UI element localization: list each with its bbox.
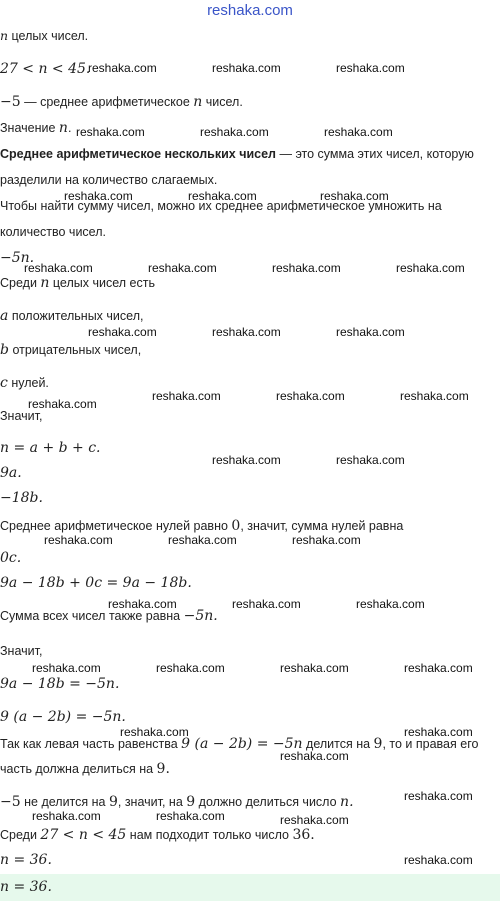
text-span: чисел. bbox=[202, 95, 243, 109]
watermark-text: reshaka.com bbox=[336, 61, 405, 75]
watermark-text: reshaka.com bbox=[212, 61, 281, 75]
math-line: 0c. bbox=[0, 550, 22, 566]
text-line bbox=[0, 342, 141, 358]
text-line bbox=[0, 761, 170, 777]
text-span: нам подходит только число bbox=[126, 828, 293, 842]
watermark-text: reshaka.com bbox=[276, 389, 345, 403]
watermark-text: reshaka.com bbox=[32, 661, 101, 675]
watermark-text: reshaka.com bbox=[148, 261, 217, 275]
watermark-text: reshaka.com bbox=[76, 125, 145, 139]
watermark-text: reshaka.com bbox=[280, 813, 349, 827]
text-line: Значит, bbox=[0, 644, 43, 658]
text-span: должно делиться число bbox=[195, 795, 341, 809]
text-span: — среднее арифметическое bbox=[20, 95, 194, 109]
math-var: c bbox=[0, 375, 8, 391]
math-expr: 9 bbox=[186, 794, 196, 810]
watermark-text: reshaka.com bbox=[280, 661, 349, 675]
watermark-text: reshaka.com bbox=[44, 533, 113, 547]
text-line: количество чисел. bbox=[0, 225, 106, 239]
watermark-text: reshaka.com bbox=[120, 725, 189, 739]
text-span: — это сумма этих чисел, которую bbox=[276, 147, 474, 161]
text-span: целых чисел есть bbox=[49, 276, 155, 290]
text-line bbox=[0, 28, 88, 44]
math-expr: 9 (a − 2b) = −5n bbox=[181, 736, 303, 752]
watermark-text: reshaka.com bbox=[168, 533, 237, 547]
text-span: Среди bbox=[0, 828, 41, 842]
math-var: n bbox=[193, 94, 203, 110]
math-expr: 9 bbox=[373, 736, 383, 752]
watermark-text: reshaka.com bbox=[188, 189, 257, 203]
math-var: n bbox=[40, 275, 50, 291]
watermark-text: reshaka.com bbox=[212, 325, 281, 339]
text-span: , значит, на bbox=[117, 795, 187, 809]
math-var: b bbox=[0, 342, 9, 358]
math-line: n = 36. bbox=[0, 852, 52, 868]
text-line bbox=[0, 375, 49, 391]
math-expr: 9 bbox=[108, 794, 118, 810]
text-span: , значит, сумма нулей равна bbox=[240, 519, 404, 533]
math-line: −5n. bbox=[0, 250, 35, 266]
text-span: не делится на bbox=[20, 795, 109, 809]
watermark-text: reshaka.com bbox=[156, 661, 225, 675]
text-span: положительных чисел, bbox=[8, 309, 144, 323]
site-link[interactable]: reshaka.com bbox=[207, 2, 293, 19]
watermark-text: reshaka.com bbox=[404, 725, 473, 739]
watermark-text: reshaka.com bbox=[108, 597, 177, 611]
math-var: n bbox=[58, 120, 68, 136]
watermark-text: reshaka.com bbox=[404, 853, 473, 867]
math-line: 9a. bbox=[0, 465, 22, 481]
math-expr: −5n. bbox=[183, 608, 218, 624]
text-line bbox=[0, 794, 354, 810]
text-span: Так как левая часть равенства bbox=[0, 737, 182, 751]
math-expr: 36. bbox=[292, 827, 315, 843]
watermark-text: reshaka.com bbox=[336, 453, 405, 467]
text-span: целых чисел. bbox=[8, 29, 89, 43]
watermark-text: reshaka.com bbox=[88, 325, 157, 339]
math-expr: 27 < n < 45 bbox=[40, 827, 127, 843]
text-span: часть должна делиться на bbox=[0, 762, 157, 776]
definition-line bbox=[0, 146, 474, 162]
text-line bbox=[0, 94, 243, 110]
watermark-text: reshaka.com bbox=[212, 453, 281, 467]
watermark-text: reshaka.com bbox=[28, 397, 97, 411]
text-line bbox=[0, 120, 71, 136]
text-span: Сумма всех чисел также равна bbox=[0, 609, 184, 623]
text-span: Среди bbox=[0, 276, 41, 290]
watermark-text: reshaka.com bbox=[324, 125, 393, 139]
math-expr: 9. bbox=[156, 761, 170, 777]
math-var: n. bbox=[340, 794, 354, 810]
watermark-text: reshaka.com bbox=[396, 261, 465, 275]
text-line bbox=[0, 308, 143, 324]
text-line: Чтобы найти сумму чисел, можно их среднее арифметическое умножить на bbox=[0, 199, 442, 213]
watermark-text: reshaka.com bbox=[400, 389, 469, 403]
text-line bbox=[0, 275, 155, 291]
watermark-text: reshaka.com bbox=[200, 125, 269, 139]
text-span: Среднее арифметическое нулей равно bbox=[0, 519, 232, 533]
watermark-text: reshaka.com bbox=[404, 789, 473, 803]
watermark-text: reshaka.com bbox=[88, 61, 157, 75]
watermark-text: reshaka.com bbox=[152, 389, 221, 403]
math-line: 9a − 18b + 0c = 9a − 18b. bbox=[0, 575, 192, 591]
math-var: a bbox=[0, 308, 9, 324]
watermark-text: reshaka.com bbox=[24, 261, 93, 275]
math-line: −18b. bbox=[0, 490, 43, 506]
math-expr: 0 bbox=[231, 518, 241, 534]
watermark-text: reshaka.com bbox=[320, 189, 389, 203]
math-line: 9a − 18b = −5n. bbox=[0, 676, 120, 692]
text-span: , то и правая его bbox=[382, 737, 479, 751]
text-line bbox=[0, 518, 403, 534]
math-line: 27 < n < 45. bbox=[0, 61, 91, 77]
answer-text: n = 36. bbox=[0, 879, 52, 895]
watermark-text: reshaka.com bbox=[272, 261, 341, 275]
math-expr: −5 bbox=[0, 94, 21, 110]
math-line: 9 (a − 2b) = −5n. bbox=[0, 709, 126, 725]
text-line: разделили на количество слагаемых. bbox=[0, 173, 218, 187]
text-line bbox=[0, 827, 315, 843]
watermark-text: reshaka.com bbox=[32, 809, 101, 823]
text-span: делится на bbox=[302, 737, 374, 751]
answer-box bbox=[0, 874, 500, 901]
math-line: n = a + b + c. bbox=[0, 440, 101, 456]
text-span: нулей. bbox=[7, 376, 49, 390]
math-var: n bbox=[0, 28, 9, 43]
text-span: . bbox=[67, 121, 72, 135]
watermark-text: reshaka.com bbox=[232, 597, 301, 611]
watermark-text: reshaka.com bbox=[292, 533, 361, 547]
watermark-text: reshaka.com bbox=[64, 189, 133, 203]
watermark-text: reshaka.com bbox=[156, 809, 225, 823]
watermark-text: reshaka.com bbox=[404, 661, 473, 675]
text-span: Значение bbox=[0, 121, 59, 135]
definition-term: Среднее арифметическое нескольких чисел bbox=[0, 147, 276, 161]
math-expr: −5 bbox=[0, 794, 21, 810]
watermark-text: reshaka.com bbox=[280, 749, 349, 763]
watermark-text: reshaka.com bbox=[356, 597, 425, 611]
watermark-text: reshaka.com bbox=[336, 325, 405, 339]
text-line: Значит, bbox=[0, 409, 43, 423]
text-span: отрицательных чисел, bbox=[8, 343, 142, 357]
